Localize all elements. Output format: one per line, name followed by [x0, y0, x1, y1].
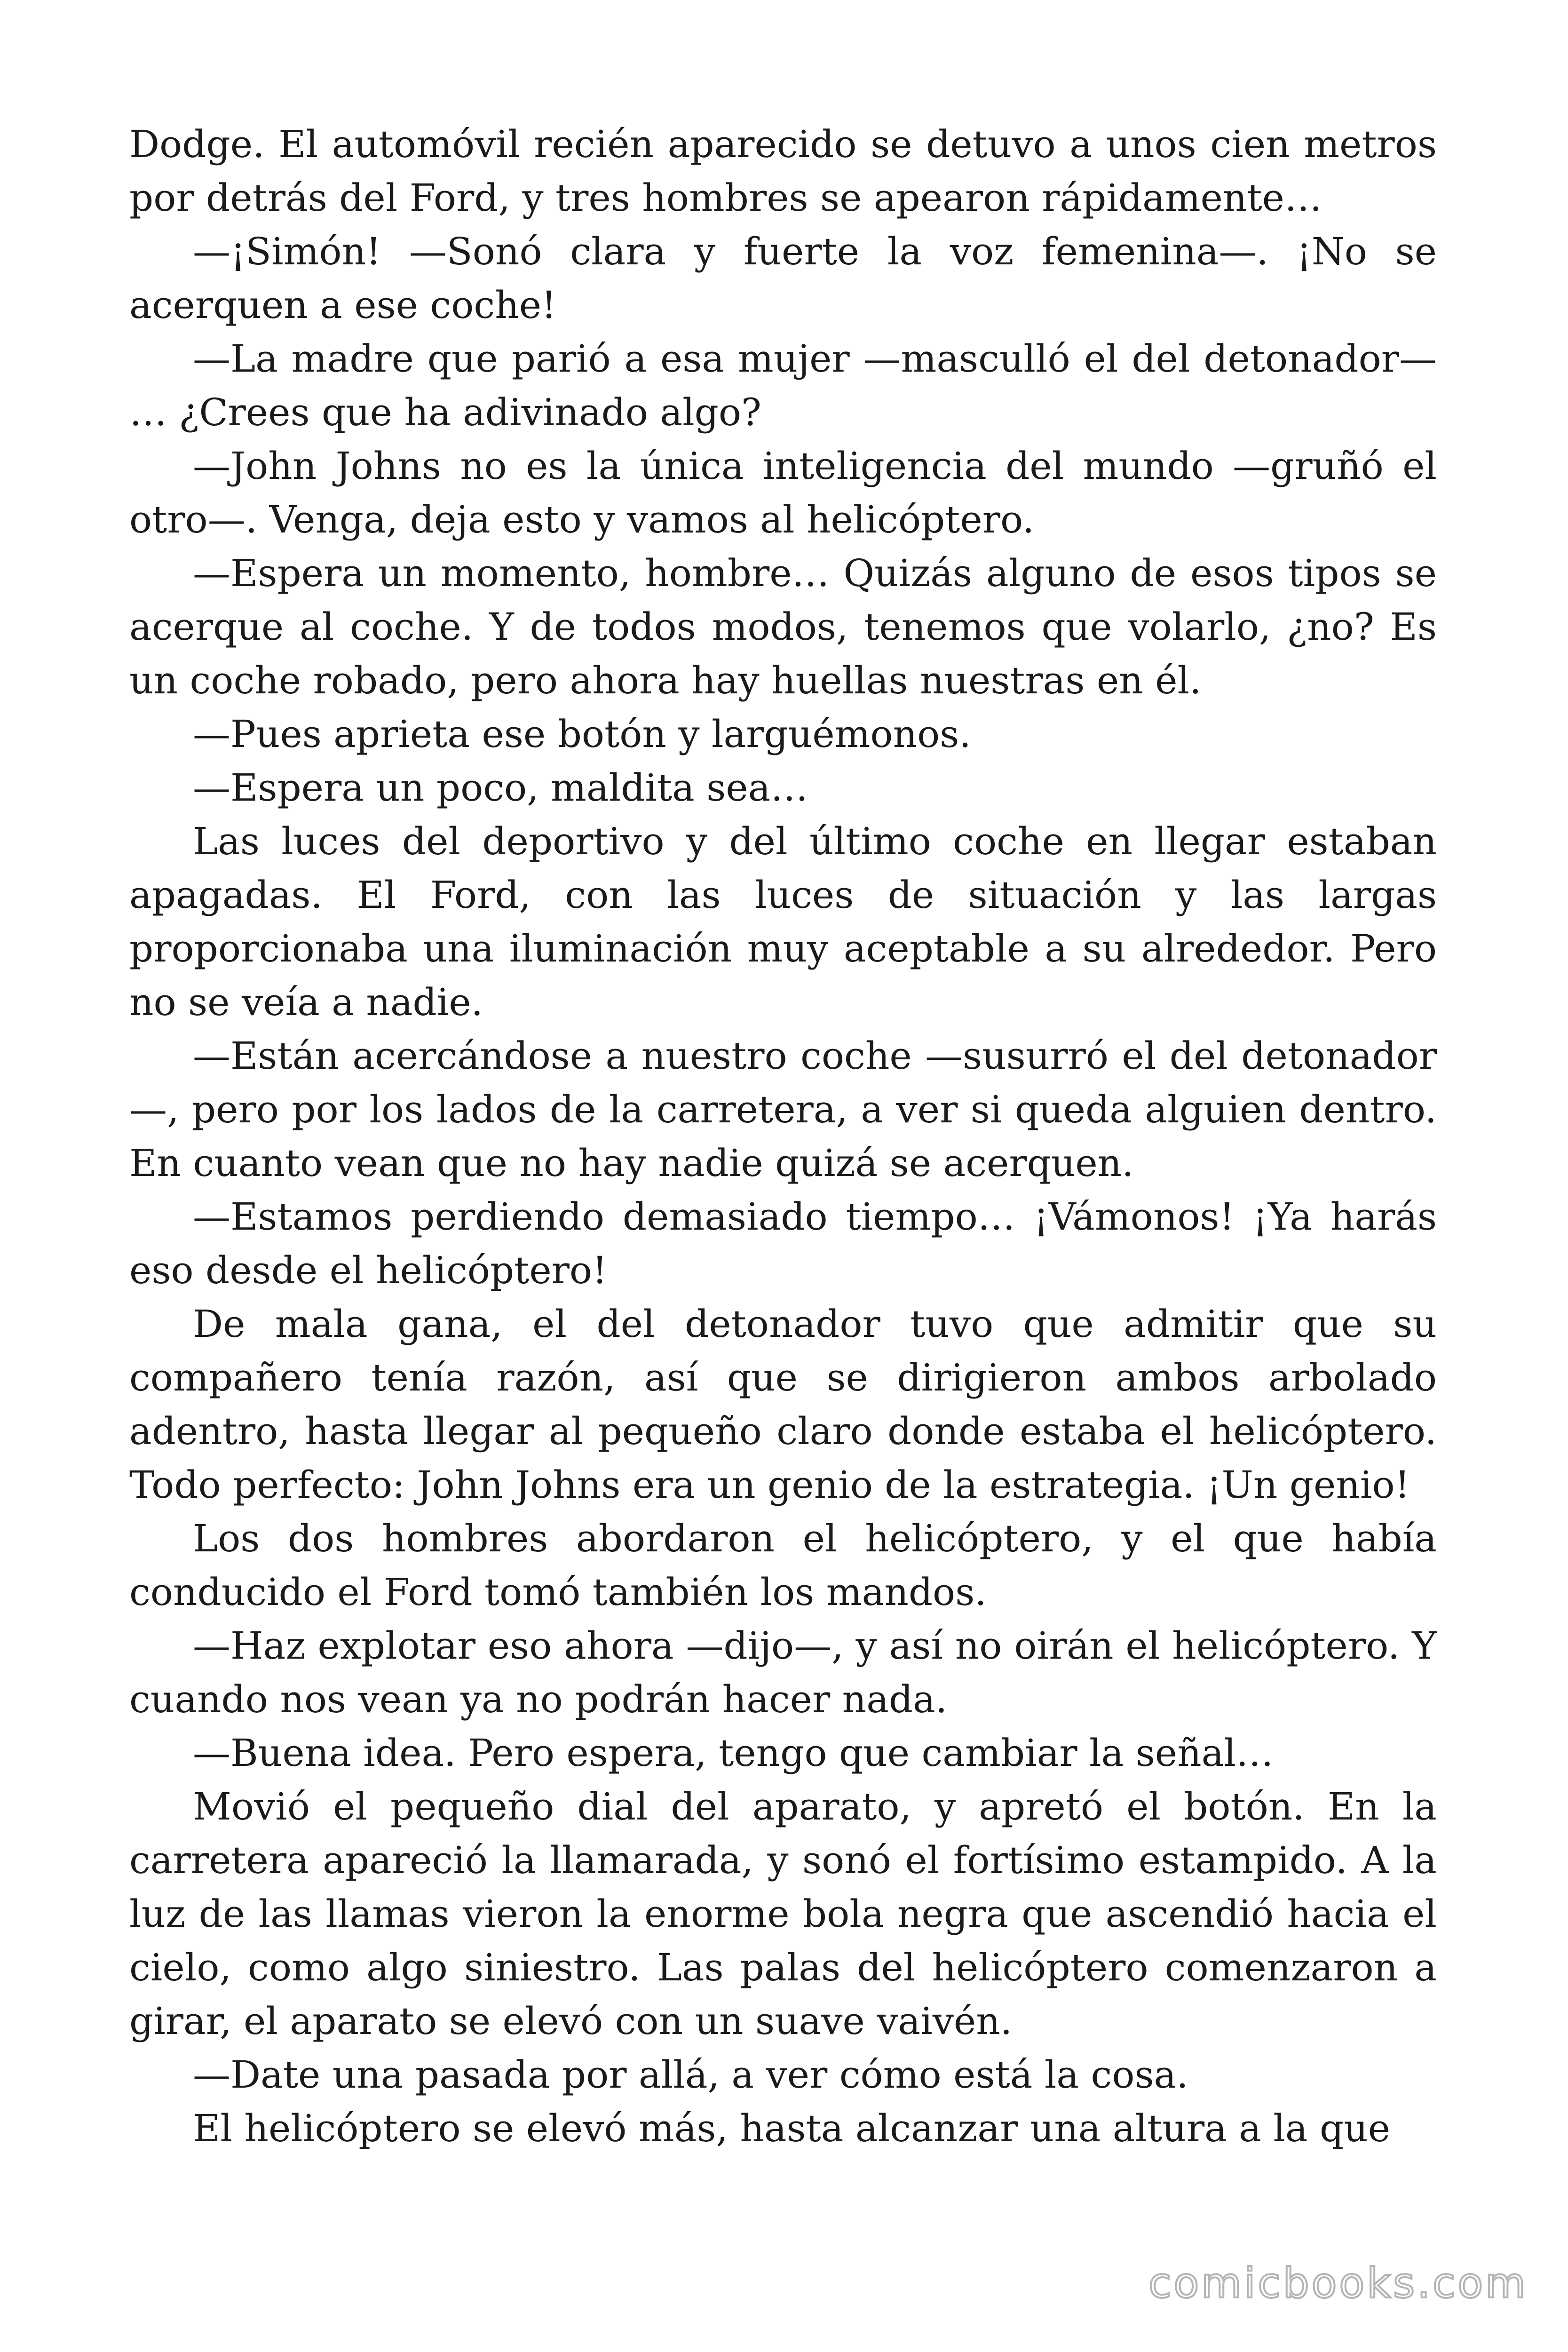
paragraph: De mala gana, el del detonador tuvo que admitir que su compañero tenía razón, así que se dirigieron ambos arbolado adentro, hasta llegar al pequeño claro donde estaba el helicóptero. Todo perfecto: John Johns era un genio de la estrategia. ¡Un genio!: [129, 1302, 1437, 1507]
paragraph: —¡Simón! —Sonó clara y fuerte la voz femenina—. ¡No se acerquen a ese coche!: [129, 230, 1437, 327]
paragraph: —Estamos perdiendo demasiado tiempo… ¡Vámonos! ¡Ya harás eso desde el helicóptero!: [129, 1195, 1437, 1292]
page-body: [129, 118, 1437, 2155]
watermark: comicbooks.com: [1148, 2259, 1528, 2307]
paragraph: —Espera un momento, hombre… Quizás alguno de esos tipos se acerque al coche. Y de todos modos, tenemos que volarlo, ¿no? Es un coche robado, pero ahora hay huellas nuestras en él.: [129, 551, 1437, 702]
paragraph: —Están acercándose a nuestro coche —susurró el del detonador —, pero por los lados de la carretera, a ver si queda alguien dentro. En cuanto vean que no hay nadie quizá se acerquen.: [129, 1034, 1437, 1185]
paragraph: Dodge. El automóvil recién aparecido se detuvo a unos cien metros por detrás del Ford, y tres hombres se apearon rápidamente…: [129, 122, 1437, 220]
paragraph: Los dos hombres abordaron el helicóptero, y el que había conducido el Ford tomó también los mandos.: [129, 1517, 1437, 1614]
paragraph: —Buena idea. Pero espera, tengo que cambiar la señal…: [193, 1731, 1274, 1775]
paragraph: Las luces del deportivo y del último coche en llegar estaban apagadas. El Ford, con las luces de situación y las largas proporcionaba una iluminación muy aceptable a su alrededor. Pero no se veía a nadie.: [129, 819, 1437, 1024]
paragraph: Movió el pequeño dial del aparato, y apretó el botón. En la carretera apareció la llamarada, y sonó el fortísimo estampido. A la luz de las llamas vieron la enorme bola negra que ascendió hacia el cielo, como algo siniestro. Las palas del helicóptero comenzaron a girar, el aparato se elevó con un suave vaivén.: [129, 1785, 1437, 2043]
paragraph: —La madre que parió a esa mujer —masculló el del detonador— … ¿Crees que ha adivinado algo?: [129, 337, 1437, 434]
paragraph: —Haz explotar eso ahora —dijo—, y así no oirán el helicóptero. Y cuando nos vean ya no podrán hacer nada.: [129, 1624, 1437, 1721]
paragraph: —Espera un poco, maldita sea…: [193, 766, 808, 810]
paragraph: —Pues aprieta ese botón y larguémonos.: [193, 712, 971, 756]
paragraph: —Date una pasada por allá, a ver cómo está la cosa.: [193, 2053, 1188, 2097]
paragraph: —John Johns no es la única inteligencia del mundo —gruñó el otro—. Venga, deja esto y vamos al helicóptero.: [129, 444, 1437, 541]
paragraph: El helicóptero se elevó más, hasta alcanzar una altura a la que: [193, 2106, 1391, 2150]
